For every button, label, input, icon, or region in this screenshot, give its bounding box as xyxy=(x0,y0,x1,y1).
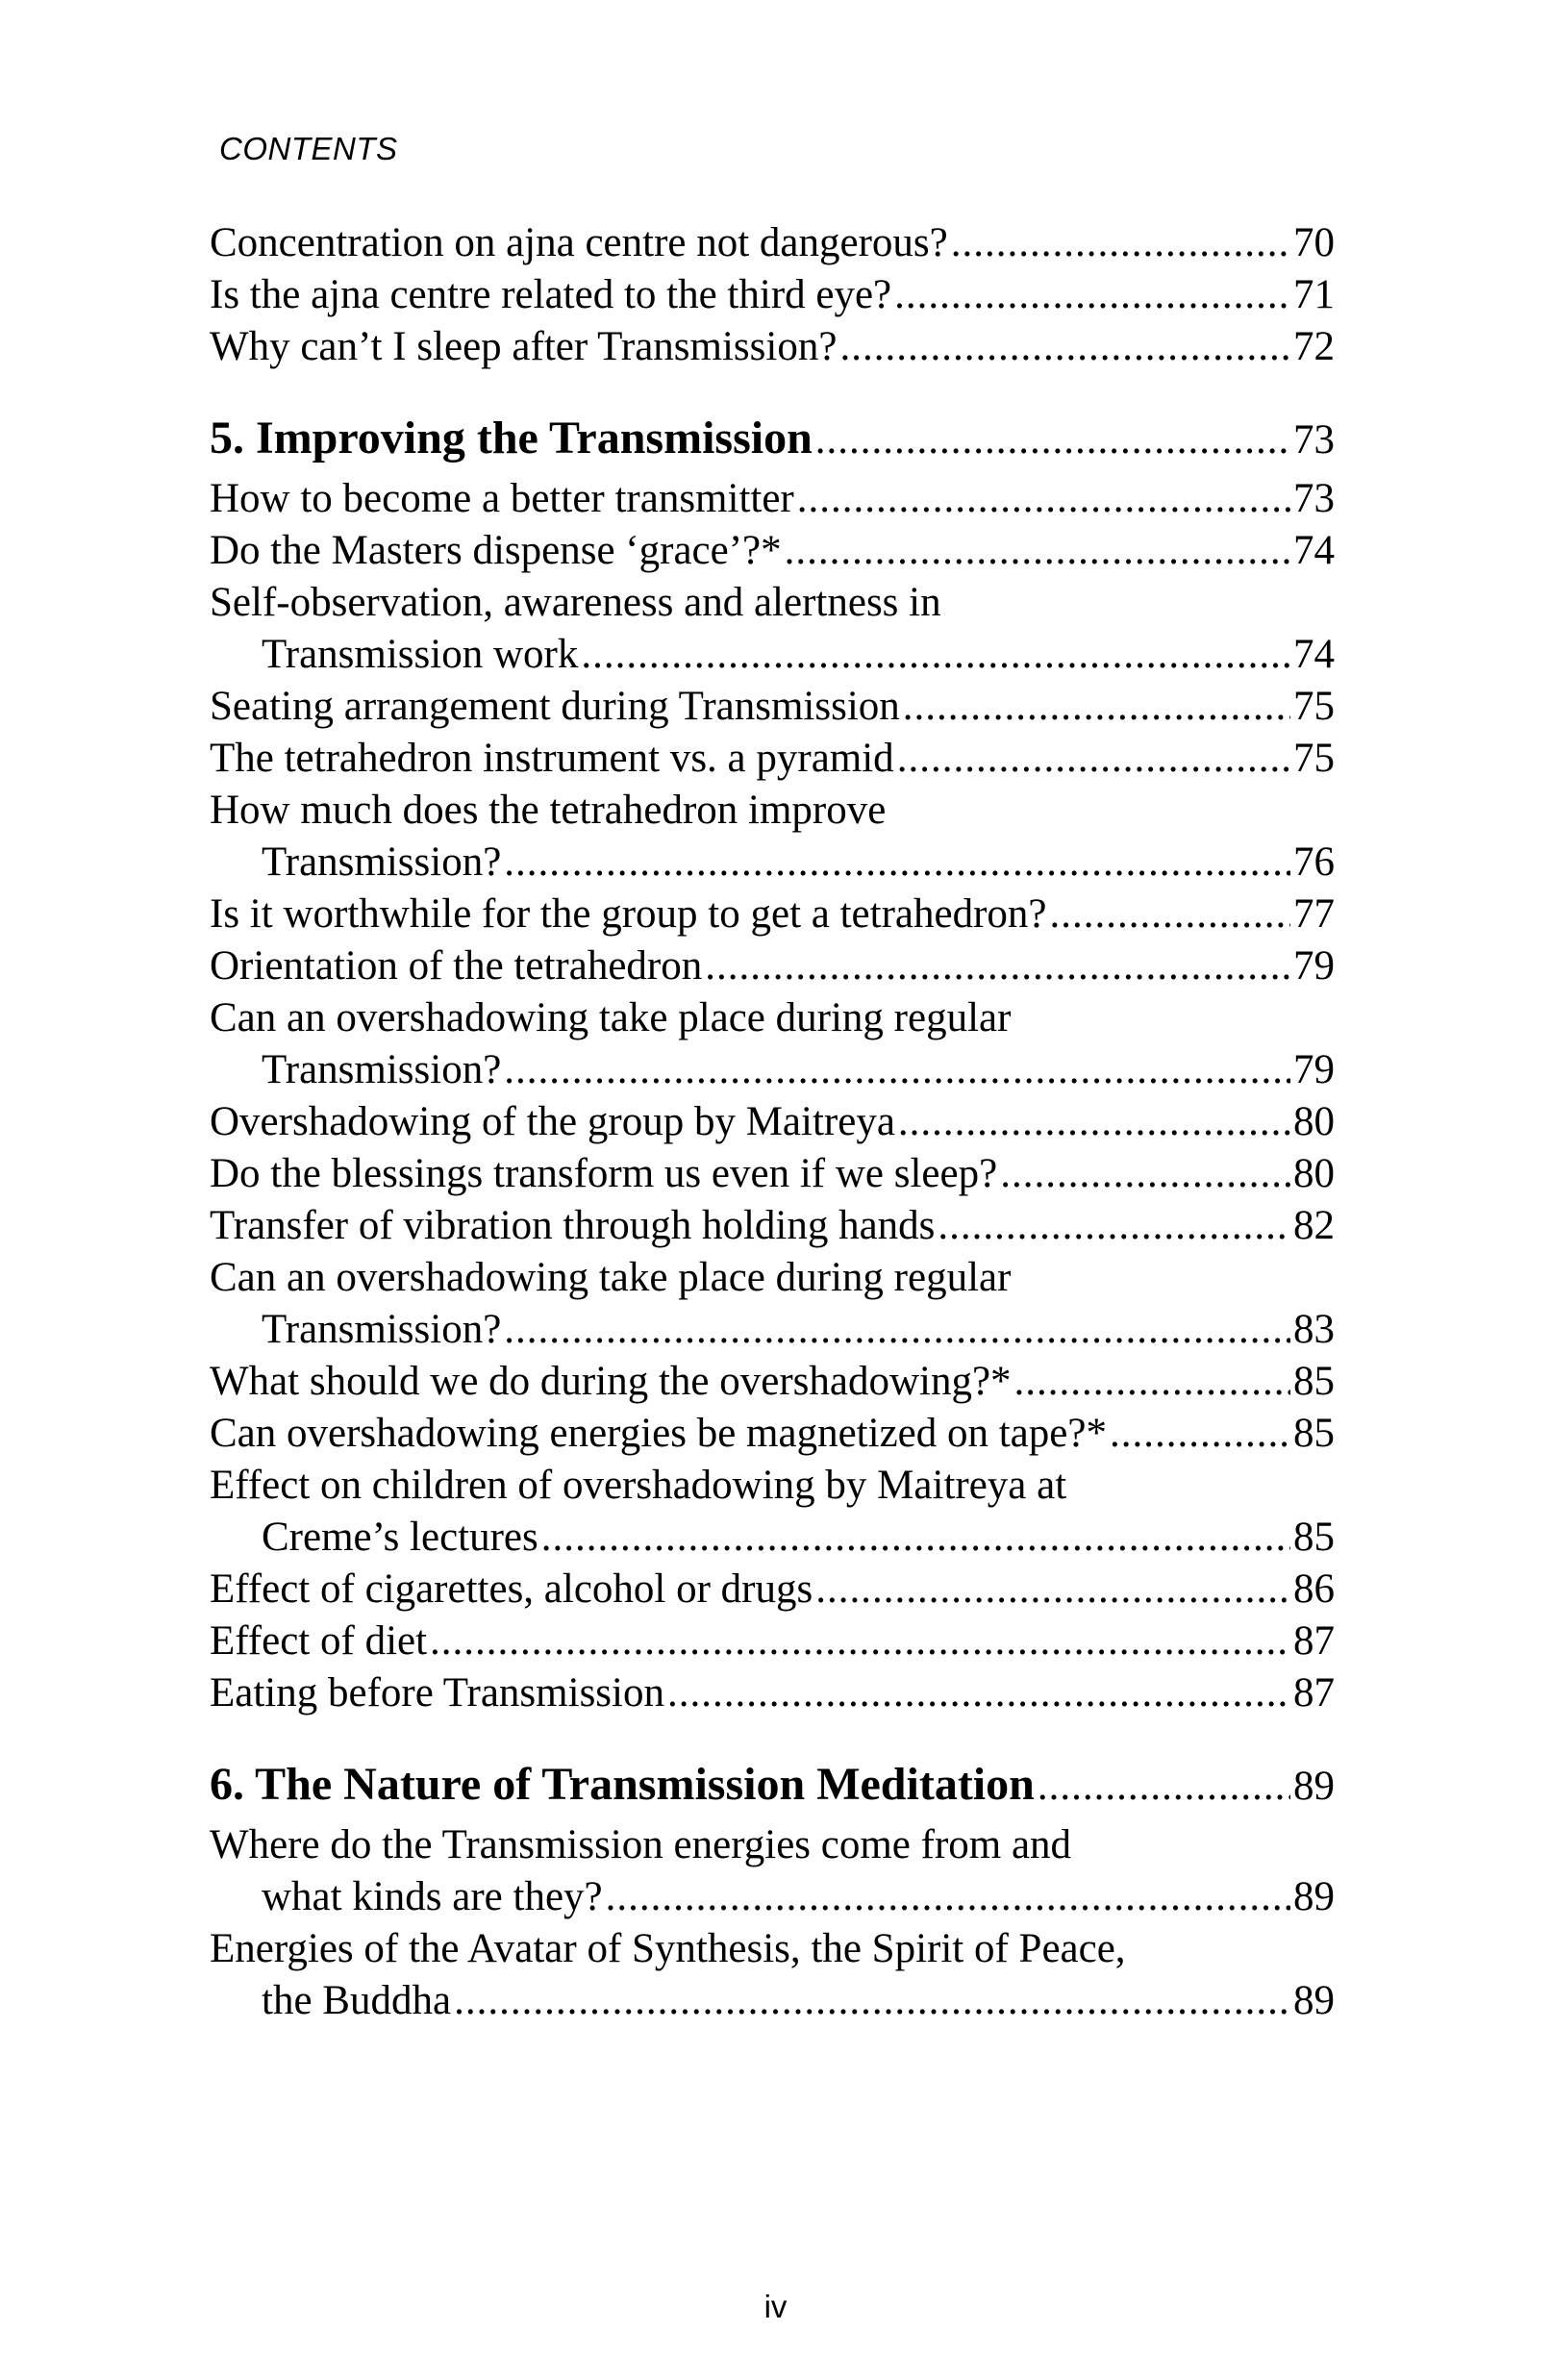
leader-dots xyxy=(504,1304,1290,1356)
toc-entry-title: How much does the tetrahedron improve xyxy=(210,788,887,833)
toc-entry-page: 83 xyxy=(1293,1307,1335,1352)
leader-dots xyxy=(785,525,1290,577)
toc-entry-continuation[interactable] xyxy=(210,1512,1335,1564)
leader-dots xyxy=(581,629,1290,681)
leader-dots xyxy=(1000,1148,1290,1200)
toc-entry[interactable] xyxy=(210,733,1335,785)
toc-entry-page: 87 xyxy=(1293,1618,1335,1664)
toc-entry-title: Do the Masters dispense ‘grace’?* xyxy=(210,528,782,573)
toc-entry-continuation[interactable] xyxy=(210,1871,1335,1923)
toc-entry-page: 74 xyxy=(1293,528,1335,573)
toc-entry-first-line[interactable] xyxy=(210,1819,1335,1871)
toc-entry-title: Energies of the Avatar of Synthesis, the Spirit of Peace, xyxy=(210,1926,1126,1971)
toc-entry-title: Can an overshadowing take place during regular xyxy=(210,1255,1012,1300)
toc-entry-page: 79 xyxy=(1293,1047,1335,1092)
toc-entry-title: Transmission? xyxy=(262,1307,502,1352)
toc-entry-page: 89 xyxy=(1293,1978,1335,2023)
toc-entry-page: 70 xyxy=(1293,220,1335,265)
toc-entry[interactable] xyxy=(210,681,1335,733)
leader-dots xyxy=(897,733,1290,785)
toc-entry-page: 87 xyxy=(1293,1670,1335,1716)
toc-entry-title: the Buddha xyxy=(262,1978,452,2023)
leader-dots xyxy=(667,1667,1290,1719)
toc-entry-title: Orientation of the tetrahedron xyxy=(210,943,703,989)
toc-entry-title: Transmission? xyxy=(262,1047,502,1092)
toc-entry-title: Creme’s lectures xyxy=(262,1515,538,1560)
toc-entry[interactable] xyxy=(210,889,1335,940)
toc-entry-page: 75 xyxy=(1293,736,1335,781)
toc-entry-title: Transmission work xyxy=(262,632,579,677)
toc-entry-page: 79 xyxy=(1293,943,1335,989)
leader-dots xyxy=(1038,1758,1290,1816)
leader-dots xyxy=(504,837,1290,889)
toc-entry-title: Overshadowing of the group by Maitreya xyxy=(210,1099,895,1144)
leader-dots xyxy=(938,1200,1290,1252)
toc-entry-continuation[interactable] xyxy=(210,1304,1335,1356)
page-number: iv xyxy=(763,2289,788,2324)
toc-entry-title: Do the blessings transform us even if we sleep? xyxy=(210,1151,998,1196)
leader-dots xyxy=(951,217,1290,269)
leader-dots xyxy=(1110,1408,1290,1460)
toc-entry-title: Transmission? xyxy=(262,839,502,885)
toc-entry-page: 71 xyxy=(1293,272,1335,317)
leader-dots xyxy=(903,681,1290,733)
toc-entry-page: 80 xyxy=(1293,1151,1335,1196)
toc-entry-first-line[interactable] xyxy=(210,577,1335,629)
toc-entry-page: 85 xyxy=(1293,1515,1335,1560)
toc-entry-page: 85 xyxy=(1293,1359,1335,1404)
toc-entry[interactable] xyxy=(210,217,1335,269)
toc-entry-continuation[interactable] xyxy=(210,1044,1335,1096)
chapter-heading[interactable] xyxy=(210,410,1335,469)
chapter-page: 89 xyxy=(1293,1764,1335,1809)
chapter-heading[interactable] xyxy=(210,1756,1335,1816)
toc-entry-title: Is the ajna centre related to the third eye? xyxy=(210,272,892,317)
toc-entry-title: What should we do during the overshadowing?* xyxy=(210,1359,1012,1404)
leader-dots xyxy=(839,321,1290,373)
toc-entry-page: 89 xyxy=(1293,1874,1335,1919)
toc-entry[interactable] xyxy=(210,1616,1335,1667)
table-of-contents xyxy=(210,217,1335,2027)
toc-entry-title: Why can’t I sleep after Transmission? xyxy=(210,324,838,369)
leader-dots xyxy=(815,412,1290,469)
toc-entry-first-line[interactable] xyxy=(210,1460,1335,1512)
toc-entry[interactable] xyxy=(210,473,1335,525)
toc-entry[interactable] xyxy=(210,525,1335,577)
leader-dots xyxy=(454,1975,1290,2027)
leader-dots xyxy=(815,1564,1290,1616)
running-head: CONTENTS xyxy=(219,131,398,166)
leader-dots xyxy=(606,1871,1290,1923)
toc-entry[interactable] xyxy=(210,1408,1335,1460)
leader-dots xyxy=(541,1512,1290,1564)
toc-entry-page: 86 xyxy=(1293,1566,1335,1612)
toc-entry-title: Effect of diet xyxy=(210,1618,428,1664)
leader-dots xyxy=(430,1616,1290,1667)
chapter-title: 5. Improving the Transmission xyxy=(210,413,813,463)
leader-dots xyxy=(705,940,1290,992)
toc-entry-first-line[interactable] xyxy=(210,1923,1335,1975)
toc-entry-title: Effect of cigarettes, alcohol or drugs xyxy=(210,1566,813,1612)
toc-entry-title: Concentration on ajna centre not dangerous? xyxy=(210,220,948,265)
toc-entry-title: How to become a better transmitter xyxy=(210,476,794,521)
toc-entry-title: Seating arrangement during Transmission xyxy=(210,684,900,729)
toc-entry-title: Can an overshadowing take place during regular xyxy=(210,995,1012,1040)
toc-entry-continuation[interactable] xyxy=(210,1975,1335,2027)
toc-entry-page: 74 xyxy=(1293,632,1335,677)
toc-entry-page: 77 xyxy=(1293,891,1335,937)
toc-entry[interactable] xyxy=(210,1667,1335,1719)
toc-entry-first-line[interactable] xyxy=(210,992,1335,1044)
toc-entry[interactable] xyxy=(210,269,1335,321)
toc-entry[interactable] xyxy=(210,321,1335,373)
toc-entry-first-line[interactable] xyxy=(210,785,1335,837)
toc-entry[interactable] xyxy=(210,1564,1335,1616)
toc-entry-title: Transfer of vibration through holding hands xyxy=(210,1203,936,1248)
toc-entry[interactable] xyxy=(210,1096,1335,1148)
toc-entry[interactable] xyxy=(210,1356,1335,1408)
toc-entry[interactable] xyxy=(210,1148,1335,1200)
toc-entry-title: Can overshadowing energies be magnetized on tape?* xyxy=(210,1411,1107,1456)
toc-entry-first-line[interactable] xyxy=(210,1252,1335,1304)
leader-dots xyxy=(894,269,1290,321)
leader-dots xyxy=(898,1096,1290,1148)
toc-entry-title: The tetrahedron instrument vs. a pyramid xyxy=(210,736,894,781)
leader-dots xyxy=(797,473,1290,525)
leader-dots xyxy=(1049,889,1290,940)
chapter-page: 73 xyxy=(1293,417,1335,463)
toc-entry-page: 80 xyxy=(1293,1099,1335,1144)
toc-entry-page: 85 xyxy=(1293,1411,1335,1456)
toc-entry-title: what kinds are they? xyxy=(262,1874,603,1919)
toc-entry-title: Effect on children of overshadowing by Maitreya at xyxy=(210,1463,1067,1508)
chapter-title: 6. The Nature of Transmission Meditation xyxy=(210,1759,1035,1810)
toc-entry-title: Self-observation, awareness and alertness in xyxy=(210,580,941,625)
toc-entry-continuation[interactable] xyxy=(210,629,1335,681)
toc-entry[interactable] xyxy=(210,1200,1335,1252)
toc-entry-title: Eating before Transmission xyxy=(210,1670,664,1716)
leader-dots xyxy=(1014,1356,1290,1408)
leader-dots xyxy=(504,1044,1290,1096)
toc-entry-continuation[interactable] xyxy=(210,837,1335,889)
toc-entry-page: 75 xyxy=(1293,684,1335,729)
toc-entry-page: 76 xyxy=(1293,839,1335,885)
toc-entry-page: 82 xyxy=(1293,1203,1335,1248)
toc-entry-page: 72 xyxy=(1293,324,1335,369)
toc-entry-title: Where do the Transmission energies come from and xyxy=(210,1822,1072,1867)
toc-entry[interactable] xyxy=(210,940,1335,992)
toc-entry-page: 73 xyxy=(1293,476,1335,521)
toc-entry-title: Is it worthwhile for the group to get a tetrahedron? xyxy=(210,891,1047,937)
